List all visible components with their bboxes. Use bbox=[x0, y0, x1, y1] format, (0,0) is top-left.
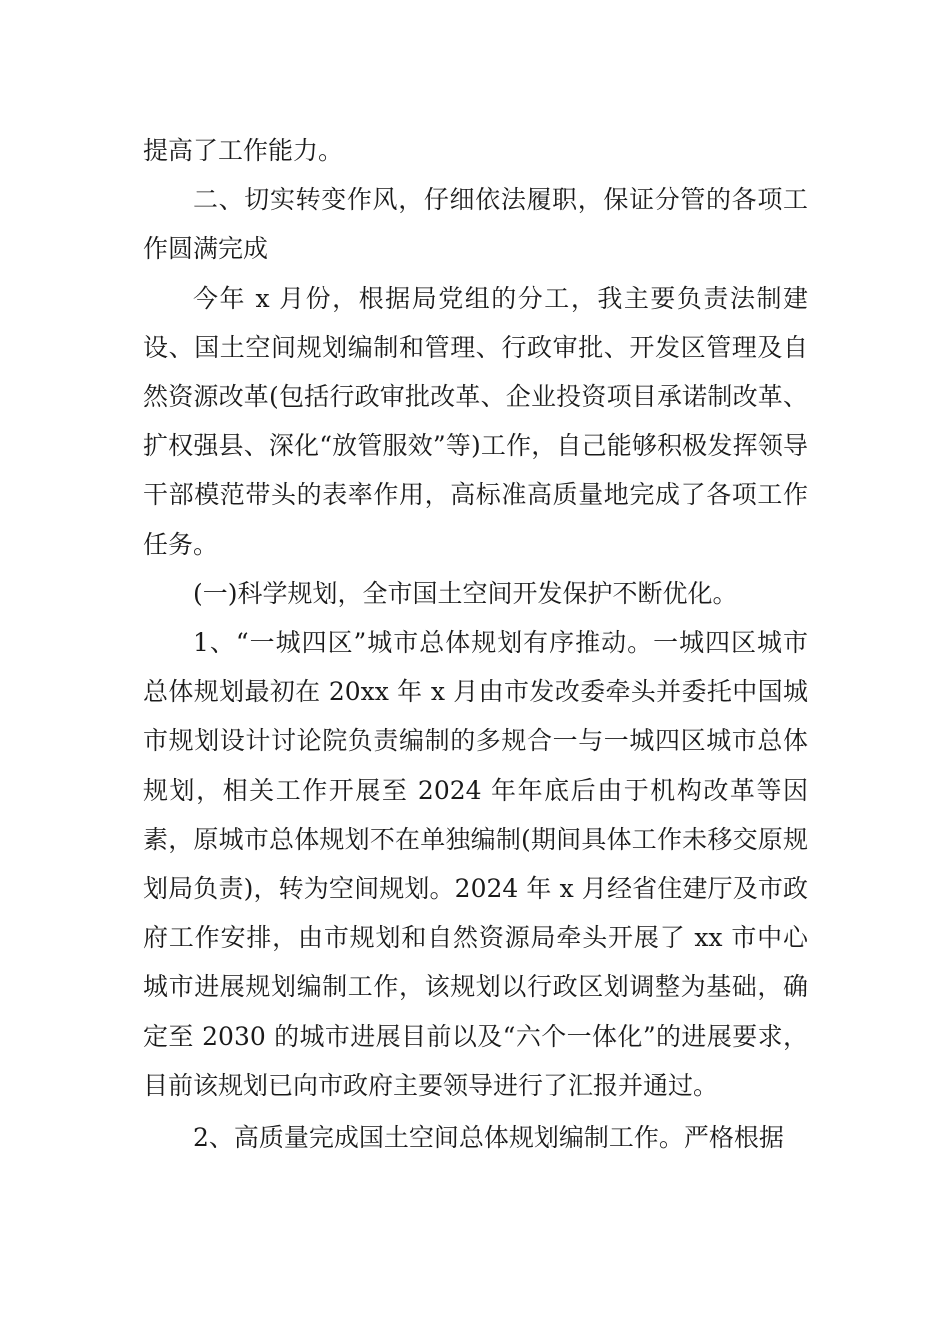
paragraph-5: 1、“一城四区”城市总体规划有序推动。一城四区城市总体规划最初在 20xx 年 x 月由市发改委牵头并委托中国城市规划设计讨论院负责编制的多规合一与一城四区城市总体规划，相关工作开展至 2024 年年底后由于机构改革等因素，原城市总体规划不在单独编制(期间具体工作未移交原规划局负责)，转为空间规划。2024 年 x 月经省住建厅及市政府工作安排，由市规划和自然资源局牵头开展了 xx 市中心城市进展规划编制工作，该规划以行政区划调整为基础，确定至 2030 的城市进展目前以及“六个一体化”的进展要求，目前该规划已向市政府主要领导进行了汇报并通过。 bbox=[143, 628, 808, 1100]
paragraph-2-heading: 二、切实转变作风，仔细依法履职，保证分管的各项工作圆满完成 bbox=[143, 185, 808, 264]
paragraph-4-subheading: (一)科学规划，全市国土空间开发保护不断优化。 bbox=[193, 578, 738, 608]
paragraph-6: 2、高质量完成国土空间总体规划编制工作。严格根据 bbox=[193, 1123, 784, 1153]
paragraph-3: 今年 x 月份，根据局党组的分工，我主要负责法制建设、国土空间规划编制和管理、行政审批、开发区管理及自然资源改革(包括行政审批改革、企业投资项目承诺制改革、扩权强县、深化“放管服效”等)工作，自己能够积极发挥领导干部模范带头的表率作用，高标准高质量地完成了各项工作任务。 bbox=[143, 283, 808, 559]
paragraph-1: 提高了工作能力。 bbox=[143, 136, 344, 165]
document-body bbox=[143, 126, 808, 1162]
